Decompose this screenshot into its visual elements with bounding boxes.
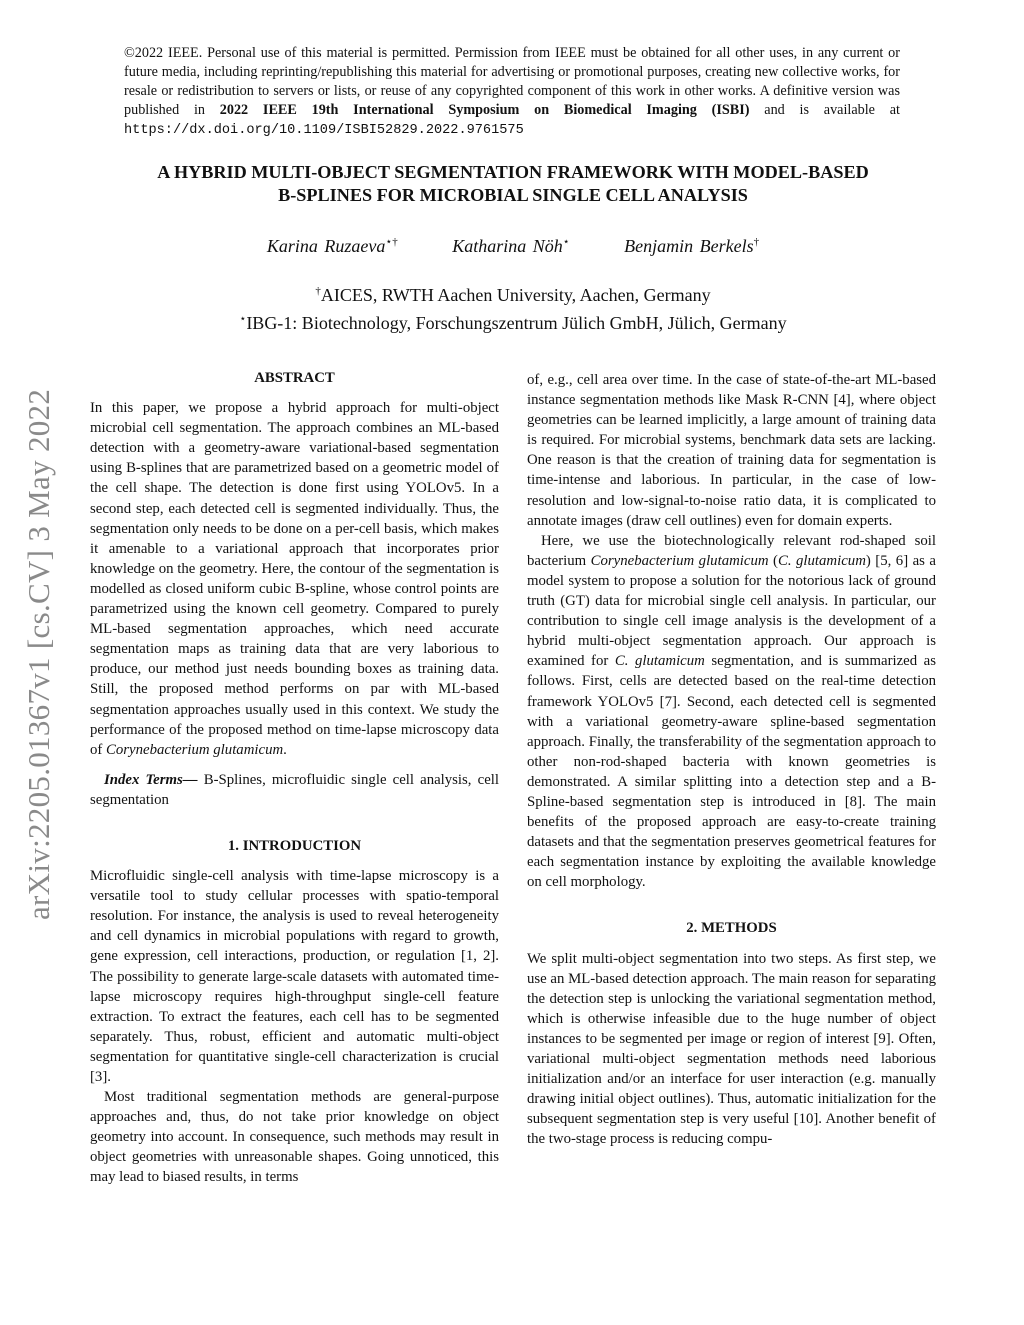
intro-paragraph-4 (527, 531, 936, 893)
index-terms-label: Index Terms— (104, 771, 198, 788)
p4-part-d: segmentation, and is summarized as follows. First, cells are detected based on the real-time detection framework YOLOv5 [7]. Second, each detected cell is segmented with a variational geometry-aware spline-based segmentation approach. Finally, the transferability of the segmentation approach to other non-rod-shaped bacteria with known geometries is demonstrated. A similar splitting into a detection step and a B-Spline-based segmentation step is introduced in [8]. The main benefits of the proposed approach are easy-to-create training datasets and that the segmentation preserves geometrical features for each segmentation instance by exploiting the available knowledge on cell morphology. (527, 653, 937, 891)
affiliation-2 (90, 307, 936, 335)
left-column (90, 368, 499, 1188)
right-column (527, 370, 936, 1149)
intro-paragraph-3: of, e.g., cell area over time. In the case of state-of-the-art ML-based instance segmentation methods like Mask R-CNN [4], where object geometries can be learned implicitly, a large amount of training data is required. For microbial systems, benchmark data sets are lacking. One reason is that the creation of training data for segmentation is time-intense and laborious. In particular, in the case of low-resolution and low-signal-to-noise ratio data, it is complicated to annotate images (draw cell outlines) even for domain experts. (527, 372, 936, 529)
author-3-marks: † (753, 236, 760, 248)
abstract-species: Corynebacterium glutamicum (106, 741, 284, 758)
p4-species-abbrev-2: C. glutamicum (614, 653, 705, 670)
author-3-name: Benjamin Berkels (624, 236, 754, 256)
p4-part-a: Here, we use the biotechnologically relevant rod-shaped soil bacterium (527, 532, 936, 569)
affiliation-1-mark: † (315, 285, 321, 297)
arxiv-stamp: arXiv:2205.01367v1 [cs.CV] 3 May 2022 (21, 388, 56, 920)
paper-title (90, 161, 936, 207)
author-2-marks: ⋆ (562, 236, 570, 248)
p4-part-b: ( (768, 552, 778, 569)
methods-heading: 2. METHODS (686, 920, 777, 937)
copyright-notice (124, 44, 900, 140)
introduction-heading: 1. INTRODUCTION (227, 837, 362, 854)
author-1-name: Karina Ruzaeva (266, 236, 386, 256)
intro-paragraph-2: Most traditional segmentation methods are general-purpose approaches and, thus, do not take prior knowledge on object geometry into account. In consequence, such methods may result in object geometries with unreasonable shapes. Going unnoticed, this may lead to biased results, in terms (90, 1089, 499, 1186)
abstract-end: . (283, 741, 287, 758)
affiliation-1-text: AICES, RWTH Aachen University, Aachen, Germany (320, 285, 711, 305)
author-3 (624, 236, 759, 256)
author-2-name: Katharina Nöh (452, 236, 563, 256)
index-terms-text: B-Splines, microfluidic single cell analysis, cell segmentation (90, 771, 499, 808)
intro-paragraph-1: Microfluidic single-cell analysis with time-lapse microscopy is a versatile tool to study cellular processes with spatio-temporal resolution. For instance, the analysis is used to reveal heterogeneity and cell dynamics in microbial populations with regard to growth, gene expression, cell interactions, production, or regulation [1, 2]. The possibility to generate large-scale datasets with automated time-lapse microscopy requires high-throughput single-cell feature extraction. To extract the features, each cell has to be segmented separately. Thus, robust, efficient and automatic multi-object segmentation for quantitative single-cell characterization is crucial [3]. (90, 868, 499, 1085)
venue-name: 2022 IEEE 19th International Symposium on Biomedical Imaging (ISBI) (219, 102, 750, 118)
p4-part-c: ) [5, 6] as a model system to propose a solution for the notorious lack of ground truth (GT) data for microbial single cell analysis. In particular, our contribution to single cell image analysis is the development of a hybrid multi-object segmentation approach. Our approach is examined for (527, 552, 936, 670)
affiliation-2-text: IBG-1: Biotechnology, Forschungszentrum Jülich GmbH, Jülich, Germany (246, 313, 787, 333)
title-line-1: A HYBRID MULTI-OBJECT SEGMENTATION FRAMEWORK WITH MODEL-BASED (157, 162, 869, 182)
affiliations (90, 279, 936, 335)
abstract-heading: ABSTRACT (254, 370, 335, 386)
affiliation-1 (90, 279, 936, 307)
abstract-body: In this paper, we propose a hybrid approach for multi-object microbial cell segmentation. The approach combines an ML-based detection with a geometry-aware variational-based segmentation using B-splines that are parametrized based on a geometric model of the cell shape. The detection is done first using YOLOv5. In a second step, each detected cell is segmented individually. Thus, the segmentation only needs to be done on a per-cell basis, which makes it amenable to a variational approach that incorporates prior knowledge on the geometry. Here, the contour of the segmentation is modelled as closed uniform cubic B-spline, whose control points are parametrized using the known cell geometry. Compared to purely ML-based segmentation approaches, which need accurate segmentation maps as training data that are very laborious to produce, our method just needs bounding boxes as training data. Still, the proposed method performs on par with ML-based segmentation approaches usually used in this context. We study the performance of the proposed method on time-lapse microscopy data of (90, 400, 499, 758)
author-1-marks: ⋆† (385, 236, 398, 248)
title-line-2: B-SPLINES FOR MICROBIAL SINGLE CELL ANALYSIS (278, 185, 748, 205)
author-2 (452, 236, 569, 256)
p4-species-full: Corynebacterium glutamicum (590, 552, 769, 569)
copyright-text: ©2022 IEEE. Personal use of this material is permitted. Permission from IEEE must be obtained for all other uses, in any current or future media, including reprinting/republishing this material for advertising or promotional purposes, creating new collective works, for resale or redistribution to servers or lists, or reuse of any copyrighted component of this work in other works. A definitive version was published in (124, 45, 900, 118)
author-list (90, 230, 936, 258)
p4-species-abbrev: C. glutamicum (777, 552, 866, 569)
abstract-text (90, 398, 499, 760)
doi-link[interactable]: https://dx.doi.org/10.1109/ISBI52829.2022.9761575 (124, 123, 524, 138)
affiliation-2-mark: ⋆ (239, 313, 247, 325)
index-terms (90, 770, 499, 810)
copyright-text-2: and is available at (749, 102, 900, 118)
methods-paragraph-1: We split multi-object segmentation into two steps. As first step, we use an ML-based detection approach. The main reason for separating the detection step is unlocking the variational segmentation method, which is otherwise infeasible due to the huge number of object instances to be segmented per image or region of interest [9]. Often, variational multi-object segmentation methods need laborious initialization and/or an interface for user interaction (e.g. manually drawing initial object outlines). Thus, automatic initialization for the subsequent segmentation step is very useful [10]. Another benefit of the two-stage process is reducing compu- (527, 950, 936, 1148)
author-1 (267, 236, 398, 256)
